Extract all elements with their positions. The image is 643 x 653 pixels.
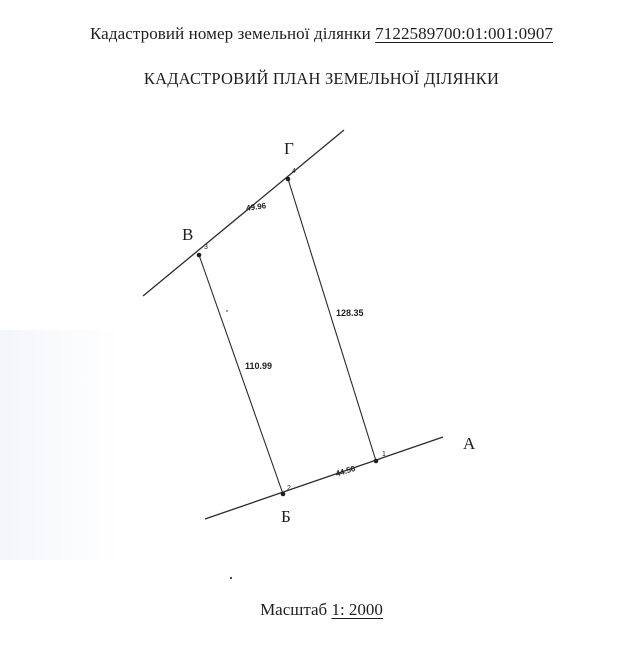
vertex-number-2: 2 [287, 485, 291, 492]
side-length-a-b: 44.56 [334, 463, 357, 479]
cadastral-number: 7122589700:01:001:0907 [375, 24, 554, 43]
scale-label: Масштаб [260, 600, 328, 619]
scale-line [0, 600, 643, 620]
scan-speck [226, 310, 228, 312]
vertex-letter-v: В [182, 225, 194, 244]
vertex-number-4: 4 [292, 168, 296, 175]
scale-value: 1: 2000 [331, 600, 383, 619]
side-length-g-a: 128.35 [336, 308, 364, 318]
vertex-letter-a: А [463, 434, 476, 453]
upper-boundary-line [143, 130, 344, 296]
vertex-point-3 [197, 253, 202, 258]
vertex-number-3: 3 [204, 244, 208, 251]
side-v-b [199, 255, 283, 494]
side-g-a [288, 179, 376, 461]
vertex-letter-b: Б [281, 507, 291, 526]
scan-speck [230, 577, 232, 579]
plan-title: КАДАСТРОВИЙ ПЛАН ЗЕМЕЛЬНОЇ ДІЛЯНКИ [143, 69, 500, 88]
vertex-letter-g: Г [284, 139, 294, 158]
vertex-point-2 [281, 492, 286, 497]
cadastral-label: Кадастровий номер земельної ділянки [89, 24, 371, 43]
vertex-number-1: 1 [382, 451, 386, 458]
lower-boundary-line [205, 437, 443, 519]
side-length-v-g: 49.96 [245, 201, 267, 213]
vertex-point-1 [374, 459, 379, 464]
vertex-point-4 [286, 177, 291, 182]
side-length-b-v: 110.99 [245, 361, 273, 371]
